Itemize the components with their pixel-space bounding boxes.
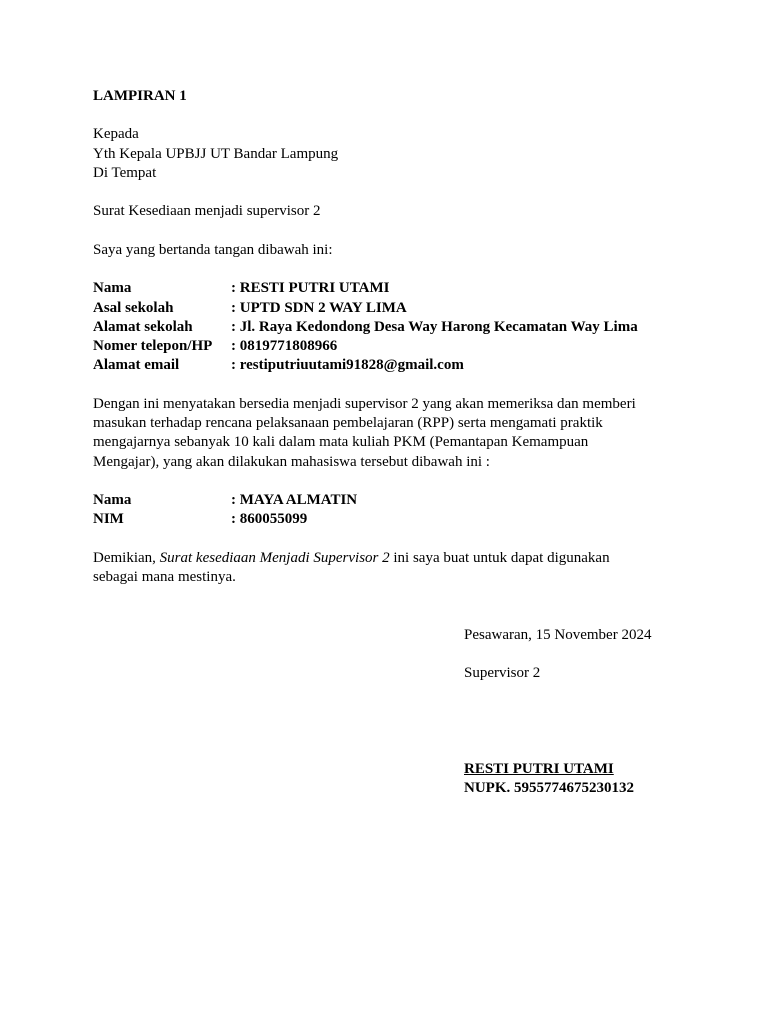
field-label-alamat-sekolah: Alamat sekolah	[93, 319, 193, 335]
recipient-to: Yth Kepala UPBJJ UT Bandar Lampung	[93, 146, 339, 162]
body-line: mengajarnya sebanyak 10 kali dalam mata kuliah PKM (Pemantapan Kemampuan	[93, 434, 589, 450]
field-value-email: : restiputriuutami91828@gmail.com	[231, 357, 464, 373]
body-line: Mengajar), yang akan dilakukan mahasiswa tersebut dibawah ini :	[93, 454, 490, 470]
signature-place-date: Pesawaran, 15 November 2024	[464, 627, 652, 643]
student-value-nim: : 860055099	[231, 511, 308, 527]
body-line: Dengan ini menyatakan bersedia menjadi supervisor 2 yang akan memeriksa dan memberi	[93, 396, 636, 412]
field-value-alamat-sekolah: : Jl. Raya Kedondong Desa Way Harong Kecamatan Way Lima	[231, 319, 638, 335]
student-label-nama: Nama	[93, 492, 132, 508]
closing-prefix: Demikian,	[93, 550, 160, 566]
field-label-asal-sekolah: Asal sekolah	[93, 300, 174, 316]
field-label-telepon: Nomer telepon/HP	[93, 338, 213, 354]
field-label-email: Alamat email	[93, 357, 180, 373]
closing-suffix: ini saya buat untuk dapat digunakan	[389, 550, 610, 566]
signature-role: Supervisor 2	[464, 665, 541, 681]
field-value-nama: : RESTI PUTRI UTAMI	[231, 280, 390, 296]
student-value-nama: : MAYA ALMATIN	[231, 492, 358, 508]
field-value-asal-sekolah: : UPTD SDN 2 WAY LIMA	[231, 300, 407, 316]
intro-text: Saya yang bertanda tangan dibawah ini:	[93, 242, 333, 258]
page-heading: LAMPIRAN 1	[93, 88, 187, 104]
signature-name: RESTI PUTRI UTAMI	[464, 761, 614, 777]
body-line: masukan terhadap rencana pelaksanaan pembelajaran (RPP) serta mengamati praktik	[93, 415, 603, 431]
closing-line-2: sebagai mana mestinya.	[93, 569, 236, 585]
closing-italic: Surat kesediaan Menjadi Supervisor 2	[159, 550, 390, 566]
recipient-kepada: Kepada	[93, 126, 139, 142]
recipient-place: Di Tempat	[93, 165, 157, 181]
field-label-nama: Nama	[93, 280, 132, 296]
field-value-telepon: : 0819771808966	[231, 338, 338, 354]
letter-subject: Surat Kesediaan menjadi supervisor 2	[93, 203, 321, 219]
closing-line-1	[93, 549, 610, 568]
student-label-nim: NIM	[93, 511, 124, 527]
signature-nupk: NUPK. 5955774675230132	[464, 780, 634, 796]
